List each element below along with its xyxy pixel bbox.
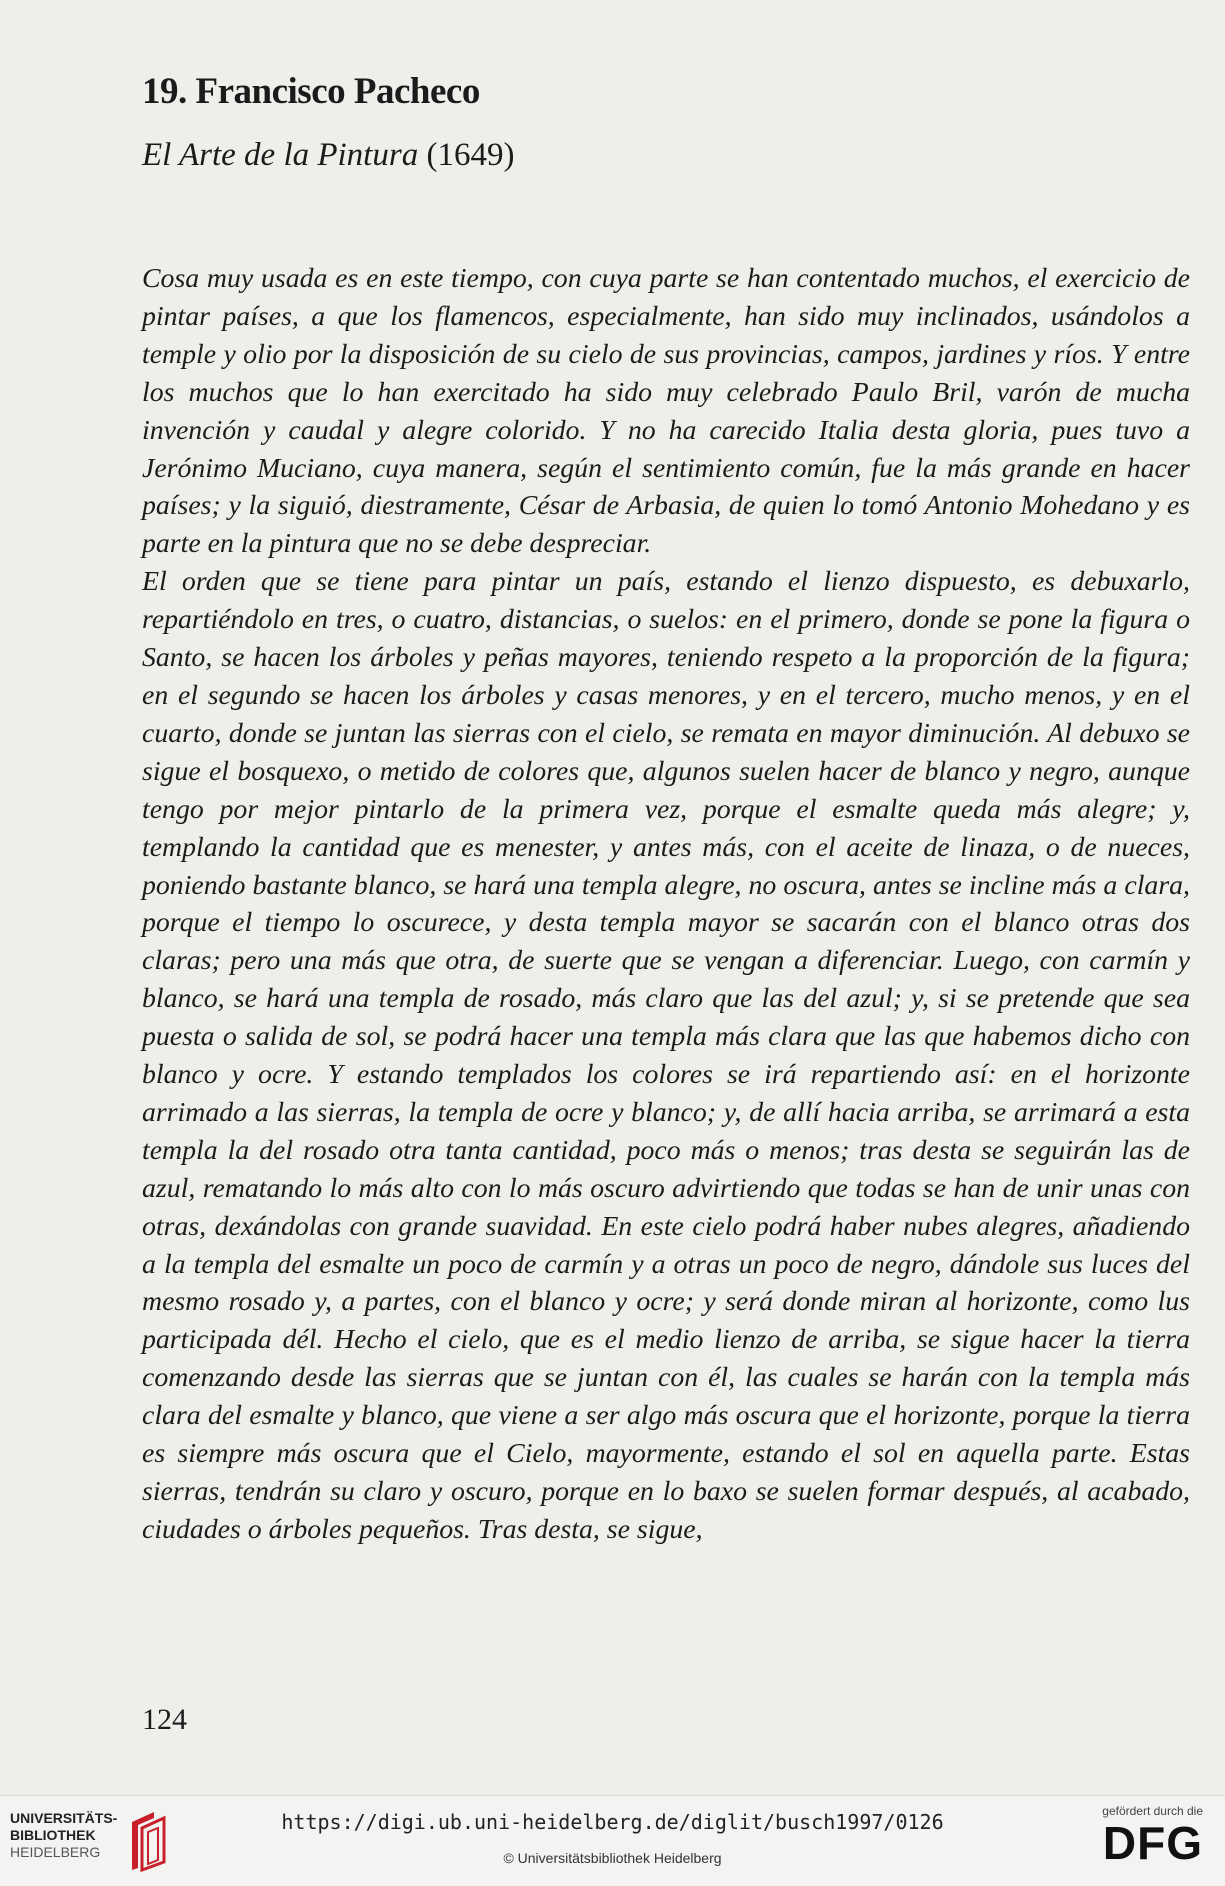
permalink-url[interactable]: https://digi.ub.uni-heidelberg.de/diglit/busch1997/0126 xyxy=(281,1810,944,1834)
library-name-line1: UNIVERSITÄTS- xyxy=(10,1810,118,1826)
library-name-line2: BIBLIOTHEK xyxy=(10,1827,96,1843)
page-number: 124 xyxy=(142,1703,187,1736)
paragraph-2: El orden que se tiene para pintar un país, estando el lienzo dispuesto, es debuxarlo, repartiéndolo en tres, o cuatro, distancias, o suelos: en el primero, donde se pone la figura o Santo, se hacen los árboles y peñas mayores, teniendo respeto a la proporción de la figura; en el segundo se hacen los árboles y casas menores, y en el tercero, mucho menos, y en el cuarto, donde se juntan las sierras con el cielo, se remata en mayor diminución. Al debuxo se sigue el bosquexo, o metido de colores que, algunos suelen hacer de blanco y negro, aunque tengo por mejor pintarlo de la primera vez, porque el esmalte queda más alegre; y, templando la cantidad que es menester, y antes más, con el aceite de linaza, o de nueces, poniendo bastante blanco, se hará una templa alegre, no oscura, antes se incline más a clara, porque el tiempo lo oscurece, y desta templa mayor se sacarán con el blanco otras dos claras; pero una más que otra, de suerte que se vengan a diferenciar. Luego, con carmín y blanco, se hará una templa de rosado, más claro que las del azul; y, si se pretende que sea puesta o salida de sol, se podrá hacer una templa más clara que las que habemos dicho con blanco y ocre. Y estando templados los colores se irá repartiendo así: en el horizonte arrimado a las sierras, la templa de ocre y blanco; y, de allí hacia arriba, se arrimará a esta templa la del rosado otra tanta cantidad, poco más o menos; tras desta se seguirán las de azul, rematando lo más alto con lo más oscuro advirtiendo que todas se han de unir unas con otras, dexándolas con grande suavidad. En este cielo podrá haber nubes alegres, añadiendo a la templa del esmalte un poco de carmín y a otras un poco de negro, dándole sus luces del mesmo rosado y, a partes, con el blanco y ocre; y será donde miran al horizonte, como lus participada dél. Hecho el cielo, que es el medio lienzo de arriba, se sigue hacer la tierra comenzando desde las sierras que se juntan con él, las cuales se harán con la templa más clara del esmalte y blanco, que viene a ser algo más oscura que el horizonte, porque la tierra es siempre más oscura que el Cielo, mayormente, estando el sol en aquella parte. Estas sierras, tendrán su claro y oscuro, porque en lo baxo se suelen formar después, al acabado, ciudades o árboles pequeños. Tras desta, se sigue, xyxy=(142,566,1190,1545)
library-name-line3: HEIDELBERG xyxy=(10,1844,101,1860)
viewer-footer xyxy=(0,1795,1225,1886)
work-title xyxy=(142,137,514,174)
work-year: (1649) xyxy=(426,137,515,173)
body-text xyxy=(142,260,1190,1549)
paragraph-1: Cosa muy usada es en este tiempo, con cuya parte se han contentado muchos, el exercicio de pintar países, a que los flamencos, especialmente, han sido muy inclinados, usándolos a temple y olio por la disposición de su cielo de sus provincias, campos, jardines y ríos. Y entre los muchos que lo han exercitado ha sido muy celebrado Paulo Bril, varón de mucha invención y caudal y alegre colorido. Y no ha carecido Italia desta gloria, pues tuvo a Jerónimo Muciano, cuya manera, según el sentimiento común, fue la más grande en hacer países; y la siguió, diestramente, César de Arbasia, de quien lo tomó Antonio Mohedano y es parte en la pintura que no se debe despreciar. xyxy=(142,263,1190,560)
copyright-notice: © Universitätsbibliothek Heidelberg xyxy=(503,1850,722,1866)
dfg-caption: gefördert durch die xyxy=(1102,1804,1203,1818)
chapter-heading: 19. Francisco Pacheco xyxy=(142,71,480,112)
work-title-italic: El Arte de la Pintura xyxy=(142,137,419,173)
dfg-logo-icon: DFG xyxy=(1102,1817,1203,1869)
dfg-funding-logo[interactable] xyxy=(1073,1804,1203,1868)
